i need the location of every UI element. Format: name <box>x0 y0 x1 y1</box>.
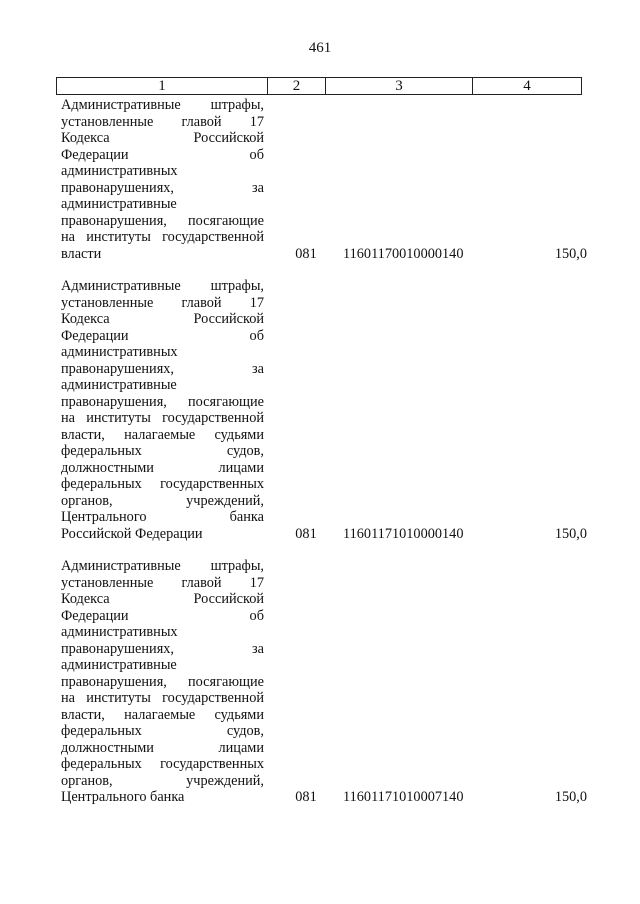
description-line: власти, налагаемые судьями <box>61 426 264 443</box>
description-line: Центрального банка <box>61 789 185 805</box>
description-line: Кодекса Российской <box>61 311 264 327</box>
header-cell-1: 1 <box>57 78 268 95</box>
description-line: Административные штрафы, <box>61 278 264 294</box>
description-line: административные <box>61 377 177 393</box>
header-cell-4: 4 <box>473 78 582 95</box>
description-line: правонарушениях, за <box>61 640 264 657</box>
description-line: на институты государственной <box>61 229 264 245</box>
row-amount: 150,0 <box>554 245 587 262</box>
description-line: должностными лицами <box>61 739 264 756</box>
description-line: органов, учреждений, <box>61 772 264 789</box>
description-line: установленные главой 17 <box>61 294 264 311</box>
table-row <box>61 97 591 262</box>
description-line: Российской Федерации <box>61 525 203 542</box>
description-line: на институты государственной <box>61 410 264 426</box>
row-description <box>61 97 264 262</box>
description-line: федеральных судов, <box>61 443 264 459</box>
description-line: органов, учреждений, <box>61 492 264 509</box>
description-line: на институты государственной <box>61 690 264 706</box>
header-cell-2: 2 <box>268 78 326 95</box>
row-description <box>61 558 264 806</box>
row-amount: 150,0 <box>554 789 587 805</box>
description-line: административных <box>61 163 178 179</box>
description-line: федеральных государственных <box>61 756 264 772</box>
description-line: административных <box>61 624 178 640</box>
description-line: федеральных государственных <box>61 476 264 492</box>
description-line: должностными лицами <box>61 459 264 476</box>
table-row <box>61 278 591 542</box>
description-line: правонарушениях, за <box>61 360 264 377</box>
description-line: Федерации об <box>61 607 264 624</box>
row-description <box>61 278 264 542</box>
description-line: установленные главой 17 <box>61 113 264 130</box>
description-line: Федерации об <box>61 146 264 163</box>
description-line: Федерации об <box>61 327 264 344</box>
column-header-table <box>56 77 582 95</box>
header-cell-3: 3 <box>326 78 473 95</box>
description-line: установленные главой 17 <box>61 574 264 591</box>
row-admin-code: 081 <box>295 789 317 805</box>
row-admin-code: 081 <box>295 525 317 542</box>
description-line: власти <box>61 245 102 262</box>
description-line: федеральных судов, <box>61 723 264 739</box>
page-number: 461 <box>308 40 332 56</box>
description-line: правонарушения, посягающие <box>61 212 264 229</box>
description-line: административные <box>61 196 177 212</box>
header-row <box>57 78 582 95</box>
description-line: правонарушения, посягающие <box>61 393 264 410</box>
row-budget-code: 11601171010007140 <box>343 789 464 805</box>
row-admin-code: 081 <box>295 245 317 262</box>
row-amount: 150,0 <box>554 525 587 542</box>
description-line: Кодекса Российской <box>61 591 264 607</box>
description-line: правонарушениях, за <box>61 179 264 196</box>
description-line: правонарушения, посягающие <box>61 673 264 690</box>
description-line: власти, налагаемые судьями <box>61 706 264 723</box>
row-budget-code: 11601170010000140 <box>343 245 464 262</box>
description-line: Административные штрафы, <box>61 97 264 113</box>
row-budget-code: 11601171010000140 <box>343 525 464 542</box>
description-line: Кодекса Российской <box>61 130 264 146</box>
description-line: Административные штрафы, <box>61 558 264 574</box>
description-line: Центрального банка <box>61 509 264 525</box>
description-line: административных <box>61 344 178 360</box>
budget-rows <box>61 97 591 822</box>
description-line: административные <box>61 657 177 673</box>
table-row <box>61 558 591 806</box>
